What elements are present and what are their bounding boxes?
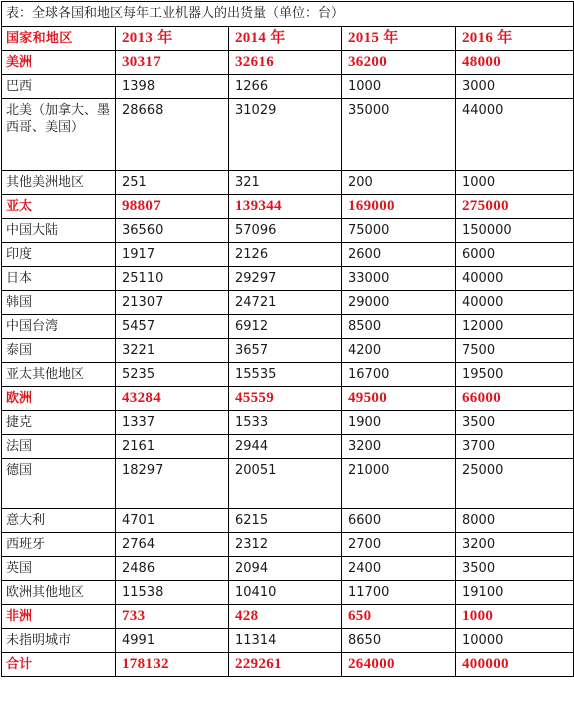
row-label-cell: 中国大陆 [2,219,116,243]
value-cell: 2700 [342,533,456,557]
value-cell: 75000 [342,219,456,243]
value-cell: 24721 [229,291,342,315]
value-cell: 11538 [116,581,229,605]
row-label-cell: 欧洲其他地区 [2,581,116,605]
table-row [2,99,574,171]
value-cell: 2094 [229,557,342,581]
value-cell: 10000 [456,629,574,653]
value-cell: 20051 [229,459,342,509]
shipment-table [1,1,574,677]
value-cell: 12000 [456,315,574,339]
value-cell: 5457 [116,315,229,339]
table-row [2,581,574,605]
header-row [2,27,574,51]
table-row [2,315,574,339]
value-cell: 2600 [342,243,456,267]
row-label-cell: 法国 [2,435,116,459]
row-label-cell: 欧洲 [2,387,116,411]
row-label-cell: 西班牙 [2,533,116,557]
value-cell: 1398 [116,75,229,99]
row-label-cell: 日本 [2,267,116,291]
value-cell: 6215 [229,509,342,533]
value-cell: 43284 [116,387,229,411]
value-cell: 3000 [456,75,574,99]
value-cell: 48000 [456,51,574,75]
table-row [2,267,574,291]
value-cell: 30317 [116,51,229,75]
row-label-cell: 合计 [2,653,116,677]
header-cell-2013: 2013 年 [116,27,229,51]
table-row [2,171,574,195]
region-total-row [2,51,574,75]
header-cell-region: 国家和地区 [2,27,116,51]
row-label-cell: 英国 [2,557,116,581]
value-cell: 57096 [229,219,342,243]
region-total-row [2,195,574,219]
value-cell: 25110 [116,267,229,291]
value-cell: 33000 [342,267,456,291]
value-cell: 3657 [229,339,342,363]
value-cell: 3200 [456,533,574,557]
value-cell: 321 [229,171,342,195]
row-label-cell: 北美（加拿大、墨西哥、美国） [2,99,116,171]
value-cell: 733 [116,605,229,629]
value-cell: 19500 [456,363,574,387]
table-row [2,363,574,387]
value-cell: 650 [342,605,456,629]
value-cell: 5235 [116,363,229,387]
table-caption: 表：全球各国和地区每年工业机器人的出货量（单位：台） [2,2,574,27]
value-cell: 8500 [342,315,456,339]
value-cell: 6912 [229,315,342,339]
value-cell: 98807 [116,195,229,219]
value-cell: 3500 [456,411,574,435]
value-cell: 45559 [229,387,342,411]
table-row [2,533,574,557]
row-label-cell: 泰国 [2,339,116,363]
value-cell: 31029 [229,99,342,171]
row-label-cell: 亚太 [2,195,116,219]
value-cell: 36560 [116,219,229,243]
region-total-row [2,653,574,677]
value-cell: 2126 [229,243,342,267]
value-cell: 169000 [342,195,456,219]
row-label-cell: 中国台湾 [2,315,116,339]
value-cell: 178132 [116,653,229,677]
value-cell: 3200 [342,435,456,459]
value-cell: 25000 [456,459,574,509]
table-row [2,557,574,581]
header-cell-2014: 2014 年 [229,27,342,51]
value-cell: 44000 [456,99,574,171]
value-cell: 11700 [342,581,456,605]
value-cell: 4991 [116,629,229,653]
value-cell: 251 [116,171,229,195]
table-row [2,509,574,533]
row-label-cell: 德国 [2,459,116,509]
header-cell-2015: 2015 年 [342,27,456,51]
value-cell: 229261 [229,653,342,677]
value-cell: 21307 [116,291,229,315]
region-total-row [2,605,574,629]
table-row [2,629,574,653]
value-cell: 3221 [116,339,229,363]
caption-row [2,2,574,27]
header-cell-2016: 2016 年 [456,27,574,51]
value-cell: 1000 [456,171,574,195]
value-cell: 28668 [116,99,229,171]
table-body [2,2,574,677]
table-row [2,459,574,509]
table-row [2,411,574,435]
value-cell: 36200 [342,51,456,75]
value-cell: 40000 [456,267,574,291]
value-cell: 1337 [116,411,229,435]
value-cell: 139344 [229,195,342,219]
value-cell: 3700 [456,435,574,459]
value-cell: 400000 [456,653,574,677]
row-label-cell: 非洲 [2,605,116,629]
value-cell: 8650 [342,629,456,653]
table-row [2,291,574,315]
value-cell: 1900 [342,411,456,435]
value-cell: 15535 [229,363,342,387]
value-cell: 6600 [342,509,456,533]
row-label-cell: 其他美洲地区 [2,171,116,195]
row-label-cell: 韩国 [2,291,116,315]
value-cell: 2400 [342,557,456,581]
region-total-row [2,387,574,411]
row-label-cell: 美洲 [2,51,116,75]
value-cell: 35000 [342,99,456,171]
row-label-cell: 印度 [2,243,116,267]
row-label-cell: 捷克 [2,411,116,435]
row-label-cell: 未指明城市 [2,629,116,653]
row-label-cell: 亚太其他地区 [2,363,116,387]
value-cell: 7500 [456,339,574,363]
value-cell: 29000 [342,291,456,315]
value-cell: 4200 [342,339,456,363]
value-cell: 200 [342,171,456,195]
value-cell: 150000 [456,219,574,243]
table-row [2,339,574,363]
value-cell: 21000 [342,459,456,509]
row-label-cell: 意大利 [2,509,116,533]
value-cell: 4701 [116,509,229,533]
value-cell: 2764 [116,533,229,557]
value-cell: 2944 [229,435,342,459]
value-cell: 3500 [456,557,574,581]
value-cell: 19100 [456,581,574,605]
value-cell: 10410 [229,581,342,605]
value-cell: 2161 [116,435,229,459]
value-cell: 40000 [456,291,574,315]
value-cell: 32616 [229,51,342,75]
value-cell: 2486 [116,557,229,581]
value-cell: 264000 [342,653,456,677]
value-cell: 16700 [342,363,456,387]
table-row [2,435,574,459]
value-cell: 2312 [229,533,342,557]
value-cell: 66000 [456,387,574,411]
value-cell: 1000 [456,605,574,629]
value-cell: 49500 [342,387,456,411]
value-cell: 1533 [229,411,342,435]
value-cell: 11314 [229,629,342,653]
value-cell: 428 [229,605,342,629]
table-row [2,219,574,243]
value-cell: 1000 [342,75,456,99]
value-cell: 8000 [456,509,574,533]
table-row [2,75,574,99]
value-cell: 1266 [229,75,342,99]
value-cell: 275000 [456,195,574,219]
table-row [2,243,574,267]
value-cell: 18297 [116,459,229,509]
row-label-cell: 巴西 [2,75,116,99]
value-cell: 29297 [229,267,342,291]
value-cell: 6000 [456,243,574,267]
value-cell: 1917 [116,243,229,267]
